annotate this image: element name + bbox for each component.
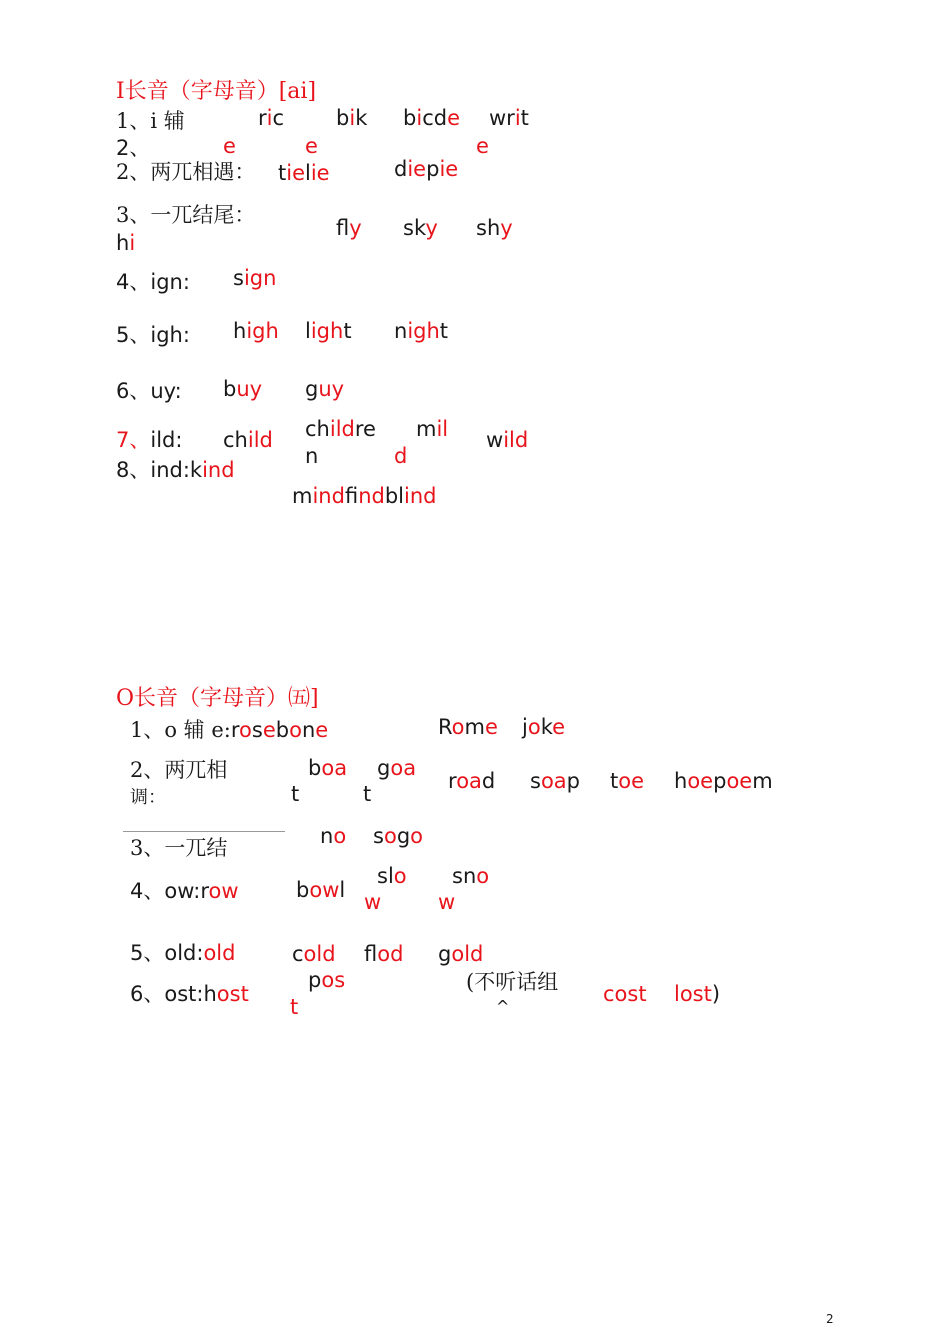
o-row2-word-toe bbox=[610, 771, 644, 792]
word-part: i bbox=[416, 106, 423, 130]
o-row2-word-road bbox=[448, 771, 495, 792]
i-row5-word-light bbox=[305, 321, 352, 342]
word-part: g bbox=[377, 756, 391, 780]
word-part: t bbox=[278, 161, 287, 185]
word-part: ie bbox=[286, 161, 305, 185]
word-part: b bbox=[223, 377, 237, 401]
i-row6-label: 6、uy: bbox=[116, 379, 182, 403]
word-part: ie bbox=[407, 157, 427, 181]
i-row5-word-night bbox=[394, 321, 448, 342]
word-part: m bbox=[292, 484, 313, 508]
i-row3-label: 3、一兀结尾： bbox=[116, 203, 256, 227]
heading-text: 长音（字母音）㈤] bbox=[134, 686, 319, 711]
o-row3-word-so-go bbox=[373, 826, 423, 847]
word-part: b bbox=[403, 106, 417, 130]
i-row7-word-mild bbox=[416, 419, 448, 440]
word-part: oe bbox=[618, 769, 645, 793]
word-part: o bbox=[476, 864, 490, 888]
divider-line bbox=[123, 831, 285, 832]
word-part: b bbox=[308, 756, 322, 780]
i-row7-word-child bbox=[223, 430, 273, 451]
word-part: uy bbox=[318, 377, 345, 401]
word-part: r bbox=[258, 106, 267, 130]
i-row7-word-wild bbox=[486, 430, 528, 451]
word-part: y bbox=[349, 216, 362, 240]
word-part: o bbox=[451, 715, 465, 739]
word-part: fl bbox=[336, 216, 350, 240]
word-part: o bbox=[410, 824, 424, 848]
o-row4-word-bowl bbox=[296, 880, 345, 901]
word-part: o bbox=[289, 718, 302, 742]
word-part: s bbox=[233, 266, 244, 290]
i-row6-word-guy bbox=[305, 379, 344, 400]
word-part: p bbox=[713, 769, 727, 793]
o-row5-line bbox=[130, 943, 235, 964]
i-row1-label: 1、i 辅 bbox=[116, 109, 185, 133]
i-row6-word-buy bbox=[223, 379, 262, 400]
word-part: e bbox=[447, 106, 460, 130]
o-row6-paren-note-under: ^ bbox=[496, 997, 510, 1016]
o-row4-word-snow-w: w bbox=[438, 890, 456, 914]
word-part: fl bbox=[364, 942, 378, 966]
word-part: h bbox=[116, 231, 130, 255]
i-row8-words bbox=[292, 486, 436, 507]
label-text: 6、ost: bbox=[130, 982, 204, 1006]
word-part: h bbox=[674, 769, 688, 793]
i-row1-word-write-e: e bbox=[476, 134, 489, 158]
word-part: sh bbox=[476, 216, 501, 240]
word-part: oa bbox=[390, 756, 417, 780]
word-part: m bbox=[752, 769, 773, 793]
i-row1-word-bike bbox=[336, 108, 367, 129]
word-part: r bbox=[448, 769, 457, 793]
o-row4-line bbox=[130, 881, 239, 902]
o-row5-word-cold bbox=[292, 944, 336, 965]
word-part: ild bbox=[329, 417, 355, 441]
word-part: j bbox=[522, 715, 528, 739]
word-part: f bbox=[344, 484, 359, 508]
word-part: d bbox=[481, 769, 496, 793]
word-part: cd bbox=[422, 106, 448, 130]
i-row3-word-sky bbox=[403, 218, 438, 239]
word-part: e bbox=[484, 715, 498, 739]
word-part: h bbox=[203, 982, 217, 1006]
o-row4-word-slow bbox=[377, 866, 407, 887]
i-row7-word-mild-d: d bbox=[394, 444, 408, 468]
i-row5-word-high bbox=[233, 321, 279, 342]
word-part: od bbox=[377, 942, 404, 966]
label-text: 8、ind: bbox=[116, 458, 190, 482]
i-row1-word-rice-e: e bbox=[223, 134, 236, 158]
i-row8-line bbox=[116, 460, 235, 481]
i-row3-word-shy bbox=[476, 218, 513, 239]
word-part: ind bbox=[312, 484, 345, 508]
o-row2-label-2: 调： bbox=[130, 787, 166, 808]
word-part: n bbox=[394, 319, 408, 343]
i-row7-label bbox=[116, 430, 182, 451]
label-text: ild: bbox=[150, 428, 183, 452]
word-part: ie bbox=[310, 161, 330, 185]
word-part: r bbox=[200, 879, 209, 903]
word-part: o bbox=[393, 864, 407, 888]
word-part: t bbox=[439, 319, 449, 343]
word-part: sl bbox=[377, 864, 394, 888]
o-row2-word-soap bbox=[530, 771, 580, 792]
word-part: o bbox=[239, 718, 252, 742]
i-row2-label: 2、两兀相遇： bbox=[116, 160, 256, 184]
word-part: ost bbox=[216, 982, 249, 1006]
o-row1-line bbox=[130, 720, 328, 741]
word-part: t bbox=[610, 769, 619, 793]
heading-text: 长音（字母音）[ai] bbox=[124, 79, 317, 104]
word-part: t bbox=[343, 319, 352, 343]
word-part: igh bbox=[310, 319, 344, 343]
word-part: g bbox=[305, 377, 319, 401]
word-part: s bbox=[373, 824, 384, 848]
word-part: os bbox=[321, 968, 346, 992]
o-row2-word-boat-t: t bbox=[291, 782, 300, 806]
word-part: s bbox=[251, 718, 263, 742]
i-row2-word-tie-lie bbox=[278, 163, 330, 184]
word-part: p bbox=[426, 157, 440, 181]
word-part: e bbox=[552, 715, 566, 739]
word-part: k bbox=[540, 715, 553, 739]
word-part: sk bbox=[403, 216, 426, 240]
word-part: igh bbox=[246, 319, 279, 343]
i-row3-word-hi bbox=[116, 233, 135, 254]
o-row6-word-post bbox=[308, 970, 345, 991]
i-row1-word-rice bbox=[258, 108, 284, 129]
word-part: old bbox=[203, 941, 236, 965]
o-row2-word-goat-t: t bbox=[363, 782, 372, 806]
word-part: c bbox=[292, 942, 304, 966]
word-part: old bbox=[451, 942, 484, 966]
word-part: b bbox=[275, 718, 290, 742]
page-number: 2 bbox=[826, 1312, 834, 1326]
word-part: r bbox=[230, 718, 240, 742]
o-row1-word-joke bbox=[522, 717, 565, 738]
word-part: n bbox=[301, 718, 316, 742]
word-part: oe bbox=[687, 769, 714, 793]
word-part: w bbox=[486, 428, 504, 452]
word-part: k bbox=[355, 106, 368, 130]
o-row6-word-lost bbox=[674, 984, 720, 1005]
label-text: 4、ow: bbox=[130, 879, 201, 903]
heading-letter: O bbox=[116, 686, 135, 711]
word-part: old bbox=[303, 942, 336, 966]
word-part: oa bbox=[321, 756, 348, 780]
word-part: y bbox=[500, 216, 513, 240]
o-row6-paren-note: (不听话组 bbox=[466, 970, 559, 994]
word-part: ow bbox=[309, 878, 340, 902]
heading-letter: I bbox=[116, 79, 125, 104]
i-row1-overflow-line: 2、 bbox=[116, 136, 151, 160]
word-part: n bbox=[320, 824, 334, 848]
word-part: e bbox=[315, 718, 329, 742]
i-row7-word-children bbox=[305, 419, 376, 440]
word-part: wr bbox=[489, 106, 515, 130]
i-row1-word-bicycle bbox=[403, 108, 460, 129]
label-text: 1、o 辅 e: bbox=[130, 718, 231, 742]
o-row5-word-flod bbox=[364, 944, 403, 965]
label-text: 5、old: bbox=[130, 941, 204, 965]
word-part: i bbox=[514, 106, 521, 130]
o-row2-word-hoe-poem bbox=[674, 771, 773, 792]
word-part: g bbox=[438, 942, 452, 966]
word-part: sn bbox=[452, 864, 477, 888]
o-row1-word-rome bbox=[438, 717, 498, 738]
word-part: o bbox=[333, 824, 347, 848]
o-row2-label: 2、两兀相 bbox=[130, 758, 228, 782]
word-part: ind bbox=[404, 484, 437, 508]
i-row7-word-children-n: n bbox=[305, 444, 319, 468]
word-part: ind bbox=[202, 458, 235, 482]
word-part: m bbox=[464, 715, 485, 739]
i-row4-word-sign bbox=[233, 268, 276, 289]
word-part: ign bbox=[243, 266, 277, 290]
word-part: uy bbox=[236, 377, 263, 401]
word-part: d bbox=[394, 157, 408, 181]
word-part: i bbox=[266, 106, 273, 130]
word-part: re bbox=[354, 417, 376, 441]
i-row3-word-fly bbox=[336, 218, 362, 239]
section-o-heading bbox=[116, 688, 319, 710]
o-row2-word-goat bbox=[377, 758, 416, 779]
word-part: ild bbox=[247, 428, 273, 452]
i-row2-word-die-pie bbox=[394, 159, 458, 180]
word-part: ch bbox=[305, 417, 330, 441]
o-row4-word-slow-w: w bbox=[364, 890, 382, 914]
i-row5-label: 5、igh: bbox=[116, 323, 190, 347]
i-row1-word-bike-e: e bbox=[305, 134, 318, 158]
o-row3-label: 3、一兀结 bbox=[130, 836, 228, 860]
word-part: c bbox=[272, 106, 285, 130]
word-part: y bbox=[425, 216, 438, 240]
o-row2-word-boat bbox=[308, 758, 347, 779]
word-part: h bbox=[233, 319, 247, 343]
o-row4-word-snow bbox=[452, 866, 489, 887]
word-part: o bbox=[527, 715, 541, 739]
word-part: oa bbox=[456, 769, 482, 793]
word-part: l bbox=[305, 161, 311, 185]
word-part: b bbox=[296, 878, 310, 902]
label-number: 7、 bbox=[116, 428, 151, 452]
word-part: t bbox=[520, 106, 529, 130]
word-part: l bbox=[339, 878, 346, 902]
word-part: b bbox=[336, 106, 350, 130]
word-part: k bbox=[189, 458, 203, 482]
word-part: bl bbox=[384, 484, 404, 508]
word-part: igh bbox=[407, 319, 440, 343]
word-part: lost bbox=[674, 982, 712, 1006]
word-part: s bbox=[530, 769, 541, 793]
word-part: p bbox=[308, 968, 322, 992]
word-part: ) bbox=[711, 982, 721, 1006]
word-part: ild bbox=[503, 428, 529, 452]
word-part: e bbox=[262, 718, 276, 742]
word-part: i bbox=[129, 231, 136, 255]
word-part: ch bbox=[223, 428, 248, 452]
word-part: o bbox=[383, 824, 397, 848]
o-row6-line bbox=[130, 984, 249, 1005]
o-row5-word-gold bbox=[438, 944, 483, 965]
word-part: l bbox=[305, 319, 311, 343]
word-part: g bbox=[396, 824, 411, 848]
word-part: R bbox=[438, 715, 452, 739]
o-row6-word-cost: cost bbox=[603, 982, 647, 1006]
word-part: ie bbox=[439, 157, 459, 181]
o-row6-word-post-t: t bbox=[290, 995, 299, 1019]
word-part: oe bbox=[726, 769, 753, 793]
i-row4-label: 4、ign: bbox=[116, 270, 190, 294]
word-part: oa bbox=[540, 769, 567, 793]
word-part: i bbox=[349, 106, 356, 130]
word-part: p bbox=[566, 769, 581, 793]
word-part: ind bbox=[358, 484, 385, 508]
word-part: il bbox=[436, 417, 449, 441]
section-i-heading bbox=[116, 81, 316, 103]
word-part: m bbox=[416, 417, 437, 441]
i-row1-word-write bbox=[489, 108, 529, 129]
o-row3-word-no bbox=[320, 826, 346, 847]
word-part: ow bbox=[208, 879, 239, 903]
